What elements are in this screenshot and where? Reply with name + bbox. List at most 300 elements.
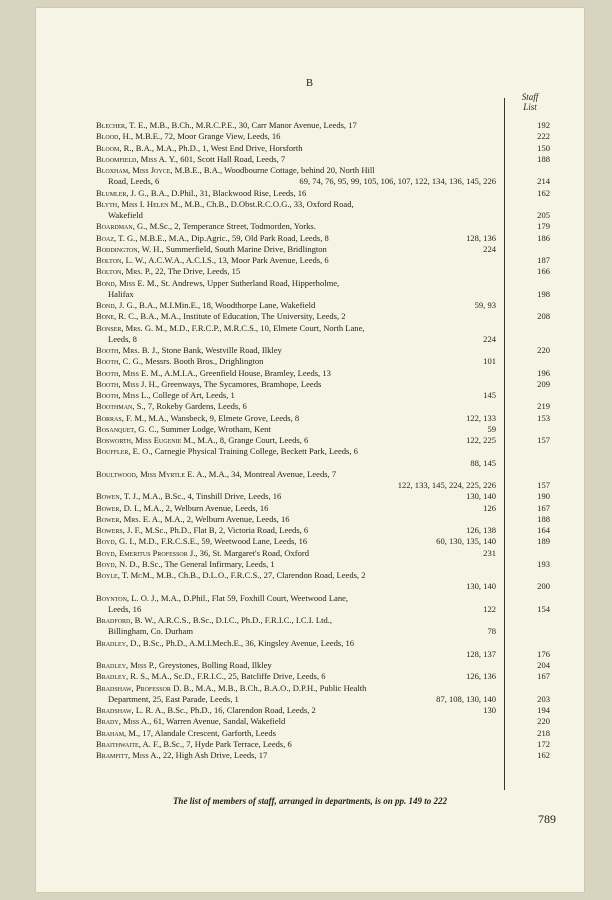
entry-name: Bower, Mrs. E. A. — [96, 513, 161, 524]
entry-text — [96, 345, 282, 356]
directory-entry — [96, 323, 558, 346]
entry-page-refs: 126 — [483, 502, 496, 513]
entry-page-refs: 87, 108, 130, 140 — [436, 693, 496, 704]
directory-entry — [96, 469, 558, 492]
entry-page-refs: 122, 225 — [466, 435, 496, 445]
entry-text — [96, 424, 271, 435]
entry-text — [96, 660, 272, 671]
section-letter: B — [305, 78, 314, 89]
staff-list-page: 166 — [537, 266, 550, 277]
entry-details: , B.Sc., Ph.D., 16, Clarendon Road, Leeds, 2 — [163, 705, 316, 715]
entry-name: Boaz, T. G. — [96, 232, 136, 243]
directory-entry — [96, 435, 558, 446]
entry-text — [96, 446, 358, 457]
entry-continuation-line — [96, 604, 496, 615]
entry-name: Bouffler, E. O. — [96, 446, 151, 457]
entry-line — [96, 514, 496, 525]
entry-line — [96, 120, 496, 131]
directory-entry — [96, 345, 558, 356]
staff-heading-line-1: Staff — [521, 92, 539, 102]
entry-page-refs: 231 — [483, 547, 496, 558]
entry-line — [96, 728, 496, 739]
entry-name: Boyd, Emeritus Professor J. — [96, 547, 196, 558]
entry-name: Blumler, J. G. — [96, 187, 147, 198]
entry-text — [96, 300, 315, 311]
directory-entry — [96, 221, 558, 232]
entry-page-refs: 126, 138 — [466, 525, 496, 535]
entry-details: , Messrs. Booth Bros., Drighlington — [140, 356, 264, 367]
staff-list-page: 220 — [537, 716, 550, 727]
entry-name: Bradley, D. — [96, 637, 139, 648]
entry-line — [96, 424, 496, 435]
entry-text — [96, 615, 332, 626]
directory-entry — [96, 750, 558, 761]
entry-continuation-line — [96, 581, 496, 592]
entry-continuation-line — [96, 176, 496, 187]
entry-page-refs: 59 — [487, 423, 496, 434]
entry-details: , B.A., M.I.Min.E., 18, Woodthorpe Lane, Wakefield — [134, 300, 316, 310]
entry-details: , Summer Lodge, Wrotham, Kent — [156, 423, 271, 434]
staff-list-page: 220 — [537, 345, 550, 355]
staff-list-page: 198 — [537, 288, 550, 299]
entry-name: Bramfitt, Miss A. — [96, 750, 159, 760]
entry-name: Boyd, G. I. — [96, 536, 135, 547]
directory-entry — [96, 514, 558, 525]
entry-name: Bradley, R. S. — [96, 671, 148, 682]
entry-text — [96, 368, 331, 379]
entry-name: Bolton, Mrs. P. — [96, 266, 151, 277]
entry-name: Blecher, T. E. — [96, 120, 146, 130]
directory-entry — [96, 154, 558, 165]
entry-name: Bone, R. C. — [96, 311, 137, 322]
staff-list-page: 187 — [537, 255, 550, 265]
directory-entry — [96, 278, 558, 301]
entry-details: , College of Art, Leeds, 1 — [148, 390, 235, 400]
entry-details: , B.A., M.A., Institute of Education, The University, Leeds, 2 — [136, 311, 346, 322]
entry-details: E. A., M.A., 34, Montreal Avenue, Leeds, 7 — [185, 468, 337, 479]
entry-details: , M.D., F.R.C.S.E., 59, Weetwood Lane, Leeds, 16 — [134, 536, 308, 547]
directory-entry — [96, 311, 558, 322]
entry-text — [96, 278, 339, 289]
directory-entry — [96, 525, 558, 536]
entry-page-refs: 59, 93 — [474, 300, 496, 310]
entry-page-refs: 60, 130, 135, 140 — [436, 536, 496, 547]
entry-text — [96, 255, 329, 266]
staff-list-page: 188 — [537, 513, 550, 524]
entry-page-refs: 69, 74, 76, 95, 99, 105, 106, 107, 122, 134, 136, 145, 226 — [299, 176, 496, 187]
entry-list — [96, 120, 558, 761]
entry-text — [96, 705, 316, 716]
entry-text — [96, 131, 280, 142]
entry-text — [108, 626, 193, 637]
entry-name: Bloom, R. — [96, 142, 132, 153]
directory-entry — [96, 615, 558, 638]
entry-line — [96, 165, 496, 176]
staff-list-page: 193 — [537, 558, 550, 569]
entry-name: Bower, D. I. — [96, 502, 140, 513]
entry-page-refs: 128, 136 — [466, 232, 496, 243]
entry-text — [96, 143, 303, 154]
entry-name: Braithwaite, A. F. — [96, 738, 160, 749]
entry-name: Boultwood, Miss Myrtle — [96, 468, 186, 479]
entry-name: Bosworth, Miss Eugenie — [96, 435, 182, 445]
entry-text — [96, 716, 285, 727]
entry-text — [96, 491, 281, 502]
staff-list-page: 172 — [537, 738, 550, 749]
entry-text — [96, 739, 292, 750]
entry-text — [96, 525, 308, 536]
directory-entry — [96, 300, 558, 311]
directory-entry — [96, 188, 558, 199]
entry-details: , M.D., F.R.C.P., M.R.C.S., 10, Elmete Court, North Lane, — [165, 322, 365, 333]
entry-details: , B.A., M.A., Ph.D., 1, West End Drive, Horsforth — [131, 142, 303, 153]
entry-details: M., M.A., 8, Grange Court, Leeds, 6 — [181, 435, 309, 445]
staff-list-page: 164 — [537, 525, 550, 535]
directory-entry — [96, 683, 558, 706]
entry-continuation-line — [96, 626, 496, 637]
staff-list-page: 186 — [537, 232, 550, 243]
entry-line — [96, 615, 496, 626]
staff-list-page: 209 — [537, 378, 550, 389]
entry-text — [96, 266, 240, 277]
entry-text — [96, 671, 326, 682]
entry-text — [96, 536, 307, 547]
directory-entry — [96, 199, 558, 222]
directory-entry — [96, 716, 558, 727]
entry-line — [96, 413, 496, 424]
entry-text — [96, 638, 354, 649]
directory-entry — [96, 233, 558, 244]
entry-line — [96, 548, 496, 559]
staff-list-page: 219 — [537, 401, 550, 412]
entry-details: Leeds, 8 — [108, 333, 137, 344]
entry-line — [96, 435, 496, 446]
entry-continuation-line — [96, 289, 496, 300]
staff-list-page: 192 — [537, 120, 550, 130]
entry-name: Boynton, L. O. J. — [96, 592, 157, 603]
entry-continuation-line — [96, 649, 496, 660]
staff-list-page: 200 — [537, 581, 550, 592]
entry-page-refs: 130, 140 — [466, 581, 496, 592]
directory-entry — [96, 356, 558, 367]
entry-page-refs: 224 — [483, 243, 496, 254]
entry-name: Bond, Miss E. M. — [96, 277, 157, 288]
entry-text — [108, 289, 134, 300]
entry-details: , B.Sc., 7, Hyde Park Terrace, Leeds, 6 — [159, 738, 292, 749]
entry-page-refs: 122 — [483, 603, 496, 614]
entry-line — [96, 671, 496, 682]
directory-entry — [96, 413, 558, 424]
entry-line — [96, 716, 496, 727]
entry-details: , M.B., B.Ch., M.R.C.P.E., 30, Carr Manor Avenue, Leeds, 17 — [145, 120, 357, 130]
entry-details: , M.A., 2, Welburn Avenue, Leeds, 16 — [139, 502, 269, 513]
entry-details: , A.R.C.S., B.Sc., D.I.C., Ph.D., F.R.I.C., I.C.I. Ltd., — [153, 615, 333, 625]
entry-text — [96, 199, 354, 210]
directory-entry — [96, 390, 558, 401]
entry-text — [96, 728, 276, 739]
entry-text — [108, 334, 137, 345]
directory-entry — [96, 638, 558, 661]
staff-list-page: 203 — [537, 693, 550, 704]
entry-continuation-line — [96, 694, 496, 705]
directory-entry — [96, 120, 558, 131]
entry-text — [96, 750, 267, 761]
entry-details: Department, 25, East Parade, Leeds, 1 — [108, 693, 239, 704]
entry-text — [96, 548, 309, 559]
staff-list-page: 190 — [537, 491, 550, 502]
entry-details: , M.B.E., B.A., Woodbourne Cottage, behind 20, North Hill — [170, 165, 375, 175]
entry-line — [96, 750, 496, 761]
directory-entry — [96, 671, 558, 682]
entry-line — [96, 188, 496, 199]
entry-text — [96, 413, 299, 424]
entry-page-refs: 122, 133 — [466, 412, 496, 423]
entry-details: , 61, Warren Avenue, Sandal, Wakefield — [149, 716, 286, 727]
entry-details: , Summerfield, South Marine Drive, Bridlington — [161, 243, 327, 254]
entry-text — [96, 233, 329, 244]
entry-name: Booth, Miss L. — [96, 390, 149, 400]
entry-continuation-line — [96, 458, 496, 469]
entry-text — [96, 514, 290, 525]
entry-page-refs: 130, 140 — [466, 491, 496, 502]
entry-line — [96, 244, 496, 255]
entry-line — [96, 368, 496, 379]
entry-name: Booth, Mrs. B. J. — [96, 345, 158, 355]
entry-name: Bradshaw, L. R. A. — [96, 705, 164, 715]
entry-text — [96, 683, 366, 694]
entry-details: , A.M.I.A., Greenfield House, Bramley, Leeds, 13 — [160, 367, 331, 378]
entry-text — [96, 570, 365, 581]
entry-line — [96, 379, 496, 390]
entry-line — [96, 323, 496, 334]
directory-entry — [96, 379, 558, 390]
directory-entry — [96, 728, 558, 739]
directory-entry — [96, 739, 558, 750]
entry-name: Bosanquet, G. C. — [96, 423, 157, 434]
entry-name: Booth, C. G. — [96, 356, 141, 367]
entry-line — [96, 491, 496, 502]
directory-entry — [96, 660, 558, 671]
staff-list-page: 194 — [537, 705, 550, 715]
entry-details: , M.A., Sc.D., F.R.I.C., 25, Batcliffe Drive, Leeds, 6 — [147, 671, 326, 682]
entry-text — [96, 154, 285, 165]
staff-list-page: 189 — [537, 536, 550, 547]
staff-list-page: 176 — [537, 648, 550, 659]
entry-details: , Stone Bank, Westville Road, Ilkley — [157, 345, 282, 355]
entry-name: Booth, Miss E. M. — [96, 367, 161, 378]
entry-details: , B.A., D.Phil., 31, Blackwood Rise, Leeds, 16 — [146, 187, 307, 198]
entry-line — [96, 559, 496, 570]
entry-line — [96, 705, 496, 716]
entry-details: , M.Sc., 2, Temperance Street, Todmorden, Yorks. — [145, 221, 316, 232]
entry-name: Boothman, S. — [96, 401, 144, 412]
entry-details: M., M.B., Ch.B., D.Obst.R.C.O.G., 33, Oxford Road, — [168, 198, 354, 209]
staff-list-page: 222 — [537, 131, 550, 142]
entry-line — [96, 638, 496, 649]
entry-text — [108, 176, 159, 187]
directory-entry — [96, 503, 558, 514]
entry-line — [96, 469, 496, 480]
entry-text — [96, 165, 375, 176]
entry-details: , M.Sc., Ph.D., Flat B, 2, Victoria Road, Leeds, 6 — [140, 525, 309, 535]
staff-list-page: 150 — [537, 142, 550, 153]
entry-line — [96, 131, 496, 142]
directory-entry — [96, 705, 558, 716]
entry-text — [96, 503, 268, 514]
entry-line — [96, 503, 496, 514]
entry-text — [96, 221, 316, 232]
entry-name: Bloomfield, Miss A. Y. — [96, 153, 176, 164]
entry-details: , M.B., Ch.B., D.L.O., F.R.C.S., 27, Clarendon Road, Leeds, 2 — [152, 570, 366, 580]
entry-name: Bowers, J. F. — [96, 525, 141, 535]
entry-text — [96, 311, 346, 322]
entry-name: Boardman, G. — [96, 221, 146, 232]
entry-name: Booth, Miss J. H. — [96, 378, 157, 389]
entry-details: , Greystones, Bolling Road, Ilkley — [154, 660, 272, 670]
entry-line — [96, 593, 496, 604]
entry-details: , M.A., M.B., B.Ch., B.A.O., D.P.H., Public Health — [191, 682, 367, 693]
staff-list-page: 214 — [537, 176, 550, 187]
entry-name: Bonser, Mrs. G. M. — [96, 322, 166, 333]
entry-text — [108, 604, 141, 615]
directory-entry — [96, 570, 558, 593]
entry-details: Leeds, 16 — [108, 603, 142, 614]
directory-entry — [96, 401, 558, 412]
entry-line — [96, 278, 496, 289]
entry-details: , M.B.E., 72, Moor Grange View, Leeds, 16 — [130, 131, 281, 142]
directory-entry — [96, 536, 558, 547]
entry-details: , M.A., Wansbeck, 9, Elmete Grove, Leeds, 8 — [144, 412, 300, 423]
staff-list-heading — [510, 92, 550, 112]
entry-name: Bradshaw, Professor D. B. — [96, 682, 192, 693]
entry-line — [96, 660, 496, 671]
entry-page-refs: 122, 133, 145, 224, 225, 226 — [397, 480, 496, 490]
entry-line — [96, 255, 496, 266]
staff-list-page: 188 — [537, 153, 550, 164]
entry-text — [96, 120, 357, 131]
entry-name: Bond, J. G. — [96, 300, 135, 310]
directory-entry — [96, 143, 558, 154]
entry-details: Road, Leeds, 6 — [108, 176, 160, 187]
staff-heading-line-2: List — [523, 102, 537, 112]
entry-text — [96, 379, 321, 390]
staff-list-page: 157 — [537, 435, 550, 445]
entry-text — [96, 401, 247, 412]
entry-line — [96, 266, 496, 277]
entry-line — [96, 199, 496, 210]
entry-details: , 22, The Drive, Leeds, 15 — [150, 266, 241, 277]
entry-name: Bloxham, Miss Joyce — [96, 165, 171, 175]
directory-entry — [96, 593, 558, 616]
entry-line — [96, 300, 496, 311]
entry-page-refs: 128, 137 — [466, 648, 496, 659]
entry-line — [96, 401, 496, 412]
staff-list-page: 196 — [537, 367, 550, 378]
entry-name: Bradley, Miss P. — [96, 660, 155, 670]
entry-page-refs: 145 — [483, 390, 496, 400]
entry-details: , 36, St. Margaret's Road, Oxford — [195, 547, 310, 558]
entry-details: , St. Andrews, Upper Sutherland Road, Hipperholme, — [156, 277, 340, 288]
entry-details: , M.A., D.Phil., Flat 59, Foxhill Court, Weetwood Lane, — [156, 592, 349, 603]
directory-entry — [96, 368, 558, 379]
entry-name: Boddington, W. H. — [96, 243, 162, 254]
entry-name: Borras, F. M. — [96, 412, 145, 423]
entry-details: , 7, Rokeby Gardens, Leeds, 6 — [143, 401, 247, 412]
entry-text — [96, 390, 235, 401]
entry-line — [96, 154, 496, 165]
entry-name: Bolton, L. W. — [96, 255, 145, 265]
entry-details: Halifax — [108, 288, 134, 299]
entry-line — [96, 345, 496, 356]
entry-details: , 22, High Ash Drive, Leeds, 17 — [158, 750, 268, 760]
entry-text — [96, 593, 348, 604]
staff-list-page: 157 — [537, 480, 550, 490]
entry-page-refs: 88, 145 — [470, 457, 496, 468]
entry-details: Wakefield — [108, 210, 143, 220]
entry-line — [96, 233, 496, 244]
entry-name: Blood, H. — [96, 131, 131, 142]
entry-name: Blyth, Miss I. Helen — [96, 198, 169, 209]
entry-details: , 601, Scott Hall Road, Leeds, 7 — [175, 153, 286, 164]
directory-entry — [96, 131, 558, 142]
entry-page-refs: 78 — [487, 626, 496, 637]
directory-entry — [96, 548, 558, 559]
entry-name: Bradford, B. W. — [96, 615, 154, 625]
staff-list-page: 153 — [537, 412, 550, 423]
entry-details: , M.B.E., M.A., Dip.Agric., 59, Old Park Road, Leeds, 8 — [135, 232, 329, 243]
entry-line — [96, 739, 496, 750]
entry-text — [96, 188, 306, 199]
entry-name: Bowen, T. J. — [96, 491, 139, 502]
entry-details: , B.Sc., The General Infirmary, Leeds, 1 — [137, 558, 275, 569]
entry-text — [96, 469, 336, 480]
entry-line — [96, 525, 496, 536]
directory-entry — [96, 244, 558, 255]
entry-details: , Greenways, The Sycamores, Bramhope, Leeds — [156, 378, 322, 389]
directory-page — [36, 8, 584, 892]
staff-list-page: 218 — [537, 727, 550, 738]
entry-line — [96, 446, 496, 457]
directory-entry — [96, 446, 558, 469]
entry-details: , B.Sc., Ph.D., A.M.I.Mech.E., 36, Kingsley Avenue, Leeds, 16 — [138, 637, 355, 648]
entry-line — [96, 683, 496, 694]
page-number: 789 — [538, 812, 556, 826]
footer-note: The list of members of staff, arranged in departments, is on pp. 149 to 222 — [172, 796, 448, 806]
directory-entry — [96, 491, 558, 502]
entry-line — [96, 221, 496, 232]
staff-list-page: 179 — [537, 221, 550, 232]
entry-continuation-line — [96, 210, 496, 221]
entry-continuation-line — [96, 334, 496, 345]
entry-details: , M.A., 2, Welburn Avenue, Leeds, 16 — [160, 513, 290, 524]
entry-page-refs: 101 — [483, 356, 496, 367]
entry-details: , A.C.W.A., A.C.I.S., 13, Moor Park Avenue, Leeds, 6 — [144, 255, 329, 265]
entry-details: Billingham, Co. Durham — [108, 626, 193, 637]
entry-line — [96, 311, 496, 322]
directory-entry — [96, 255, 558, 266]
entry-line — [96, 570, 496, 581]
entry-text — [96, 435, 308, 446]
entry-page-refs: 126, 136 — [466, 671, 496, 682]
entry-name: Brady, Miss A. — [96, 716, 150, 727]
directory-entry — [96, 559, 558, 570]
staff-list-page: 205 — [537, 210, 550, 220]
entry-text — [96, 356, 263, 367]
entry-name: Boyle, T. McM. — [96, 570, 153, 580]
staff-list-page: 167 — [537, 502, 550, 513]
entry-page-refs: 224 — [483, 333, 496, 344]
entry-line — [96, 356, 496, 367]
